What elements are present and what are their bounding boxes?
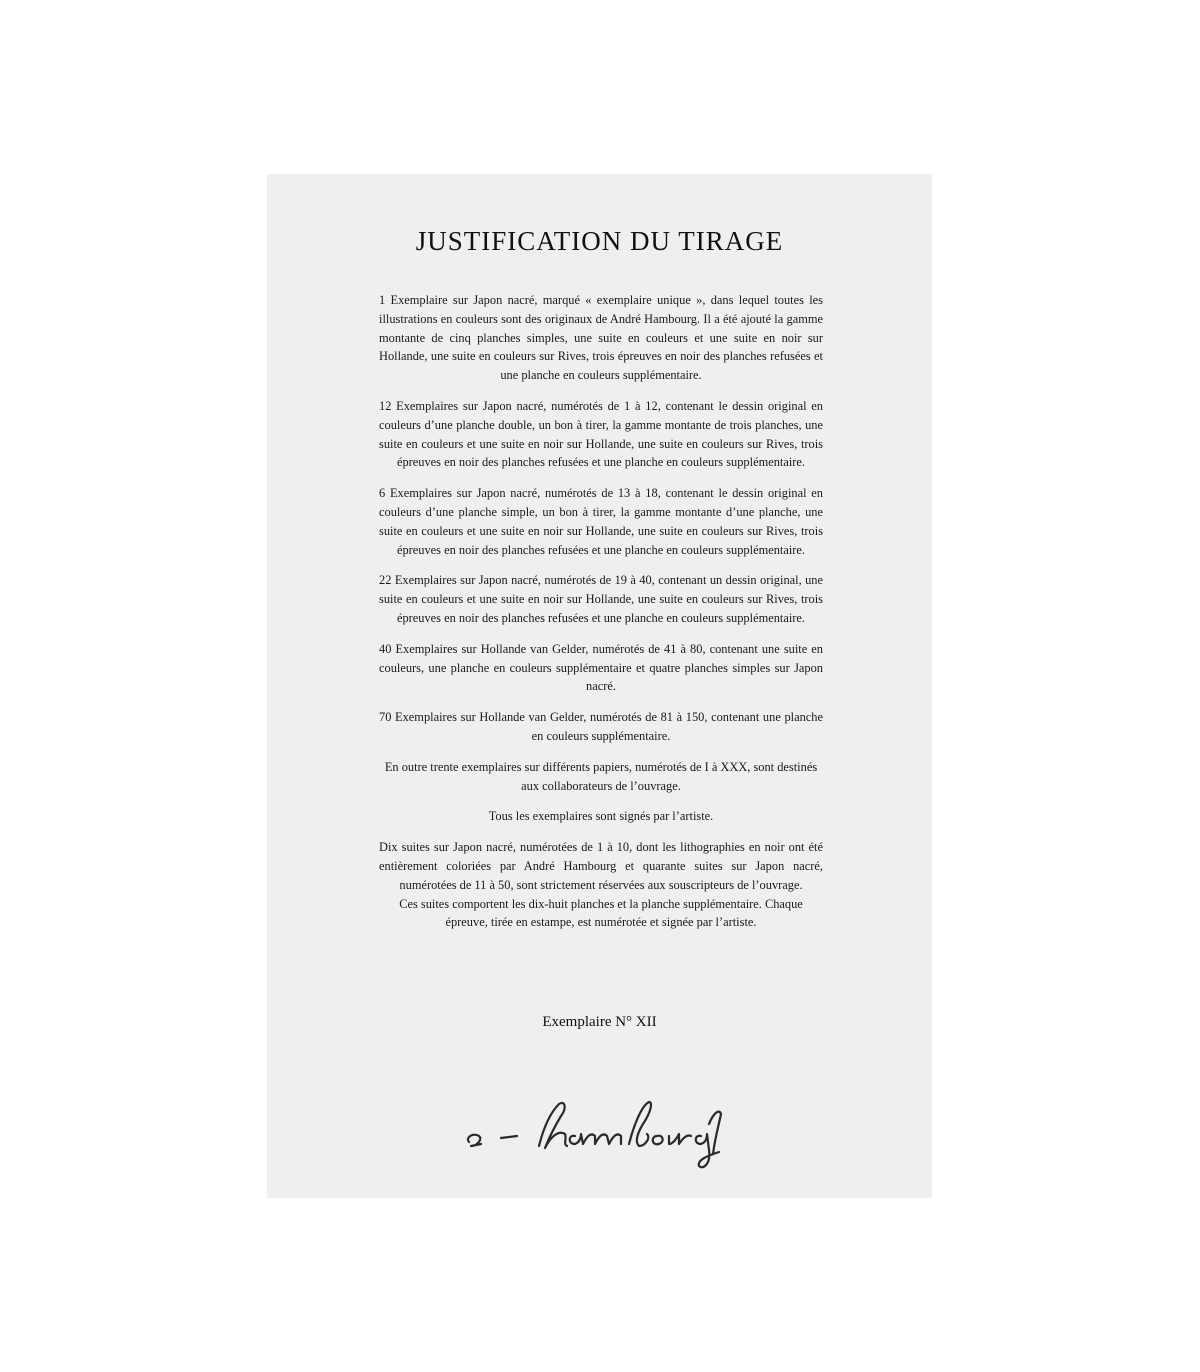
paragraph-ces-suites: Ces suites comportent les dix-huit planches et la planche supplémentaire. Chaque épreuve, tirée en estampe, est numérotée et signée par l’artiste. [399,896,803,930]
paragraph-exemplaire-unique: 1 Exemplaire sur Japon nacré, marqué « exemplaire unique », dans lequel toutes les illustrations en couleurs sont des originaux de André Hambourg. Il a été ajouté la gamme montante de cinq planches simples, une suite en couleurs et une suite en noir sur Hollande, une suite en couleurs sur Rives, trois épreuves en noir des planches refusées et une planche en couleurs supplémentaire. [379,293,823,383]
paragraph-12-exemplaires: 12 Exemplaires sur Japon nacré, numérotés de 1 à 12, contenant le dessin original en couleurs d’une planche double, un bon à tirer, la gamme montante de trois planches, une suite en couleurs et une suite en noir sur Hollande, une suite en couleurs sur Rives, trois épreuves en noir des planches refusées et une planche en couleurs supplémentaire. [379,398,823,470]
paragraph-dix-suites: Dix suites sur Japon nacré, numérotées de 1 à 10, dont les lithographies en noir ont été entièrement coloriées par André Hambourg et quarante suites sur Japon nacré, numérotées de 11 à 50, sont strictement réservées aux souscripteurs de l’ouvrage. [379,840,823,892]
paragraph-6-exemplaires: 6 Exemplaires sur Japon nacré, numérotés de 13 à 18, contenant le dessin original en couleurs d’une planche simple, un bon à tirer, la gamme montante d’une planche, une suite en couleurs et une suite en noir sur Hollande, une suite en couleurs sur Rives, trois épreuves en noir des planches refusées et une planche en couleurs supplémentaire. [379,486,823,557]
paragraph-signes: Tous les exemplaires sont signés par l’artiste. [488,809,714,824]
paragraph-22-exemplaires: 22 Exemplaires sur Japon nacré, numérotés de 19 à 40, contenant un dessin original, une suite en couleurs et une suite en noir sur Hollande, une suite en couleurs sur Rives, trois épreuves en noir des planches refusées et une planche en couleurs supplémentaire. [379,573,823,625]
justification-page [267,174,932,1198]
paragraph-trente-exemplaires: En outre trente exemplaires sur différents papiers, numérotés de I à XXX, sont destinés aux collaborateurs de l’ouvrage. [384,759,818,793]
paragraph-70-exemplaires: 70 Exemplaires sur Hollande van Gelder, numérotés de 81 à 150, contenant une planche en couleurs supplémentaire. [379,710,823,743]
page-title: JUSTIFICATION DU TIRAGE [415,226,784,256]
paragraph-40-exemplaires: 40 Exemplaires sur Hollande van Gelder, numérotés de 41 à 80, contenant une suite en couleurs, une planche en couleurs supplémentaire et quatre planches simples sur Japon nacré. [379,641,823,694]
artist-signature [457,1084,757,1174]
copy-number: Exemplaire N° XII [542,1014,657,1030]
justification-text [379,291,823,944]
